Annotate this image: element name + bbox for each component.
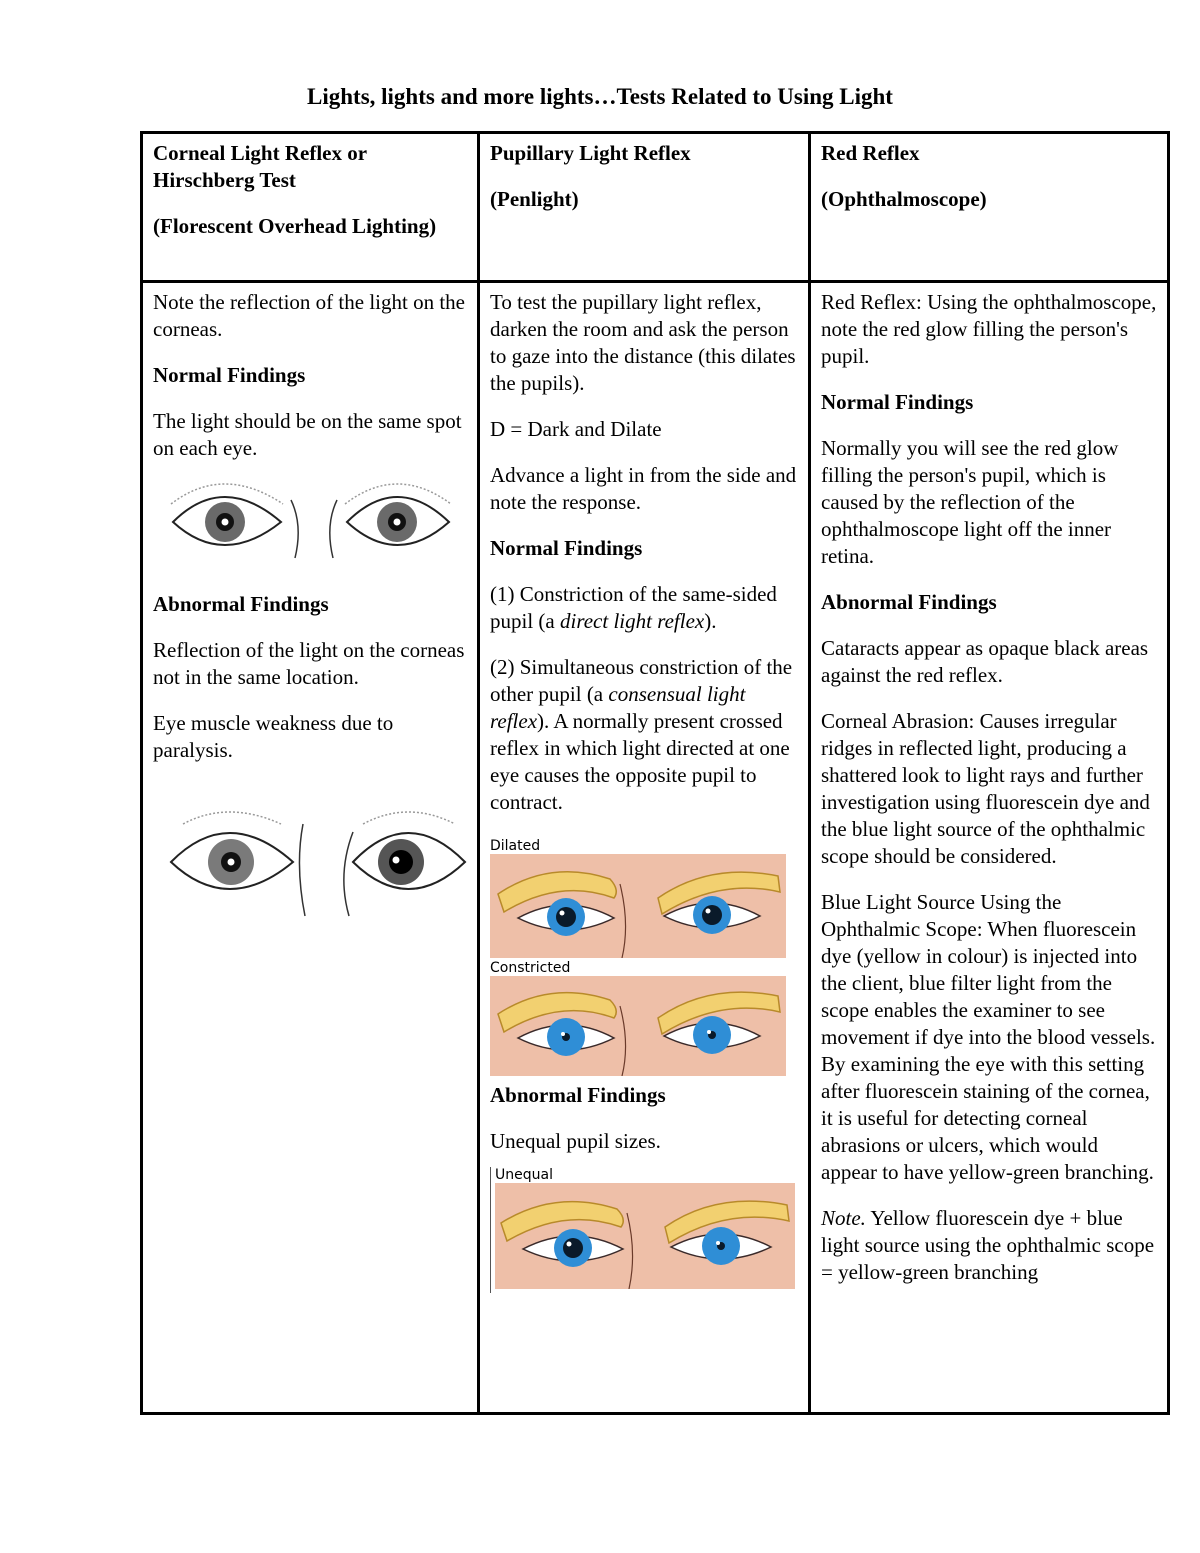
normal-eyes-illustration: [153, 470, 453, 570]
col2-advance: Advance a light in from the side and note the response.: [490, 463, 797, 514]
col1-abnormal-text-2: Eye muscle weakness due to paralysis.: [153, 711, 394, 762]
col3-cataracts: Cataracts appear as opaque black areas against the red reflex.: [821, 636, 1149, 687]
col3-blue-light: Blue Light Source Using the Ophthalmic Scope: When fluorescein dye (yellow in colour) is injected into the client, blue filter light from the scope enables the examiner to see movement if dye into the blood vessels. By examining the eye with this setting after fluorescein staining of the cornea, it is useful for detecting corneal abrasions or ulcers, which would appear to have yellow-green branching.: [821, 890, 1156, 1184]
finding2-end: ). A normally present crossed reflex in which light directed at one eye causes the opposite pupil to contract.: [490, 709, 790, 814]
content-row: [142, 282, 1169, 1414]
col2-subheading: (Penlight): [490, 187, 579, 211]
col1-abnormal-text-1: Reflection of the light on the corneas not in the same location.: [153, 638, 465, 689]
abnormal-eyes-illustration: [153, 804, 468, 924]
col3-abrasion: Corneal Abrasion: Causes irregular ridges in reflected light, producing a shattered look to light rays and further investigation using fluorescein dye and the blue light source of the ophthalmic scope should be considered.: [821, 709, 1150, 868]
dilated-label: Dilated: [490, 838, 541, 854]
col1-content-cell: [142, 282, 479, 1414]
finding2-term: consensual light reflex: [490, 682, 746, 733]
col2-intro: To test the pupillary light reflex, darken the room and ask the person to gaze into the distance (this dilates the pupils).: [490, 290, 796, 395]
col1-header-cell: [142, 133, 479, 282]
note-label: Note.: [821, 1206, 866, 1230]
finding2-text: (2) Simultaneous constriction of the other pupil (a: [490, 655, 793, 706]
finding1-term: direct light reflex: [559, 609, 705, 633]
col1-intro: Note the reflection of the light on the corneas.: [153, 290, 465, 341]
col2-content-cell: [479, 282, 810, 1414]
col3-normal-text: Normally you will see the red glow filling the person's pupil, which is caused by the reflection of the ophthalmoscope light off the inner retina.: [821, 436, 1119, 568]
constricted-label: Constricted: [490, 960, 571, 976]
unequal-eyes-image: [495, 1183, 795, 1289]
col2-mnemonic: D = Dark and Dilate: [490, 417, 662, 441]
page-title: Lights, lights and more lights…Tests Related to Using Light: [307, 84, 893, 109]
left-eye-abnormal: [171, 812, 293, 889]
col2-header-cell: [479, 133, 810, 282]
finding1-text: (1) Constriction of the same-sided pupil (a: [490, 582, 777, 633]
header-row: [142, 133, 1169, 282]
col2-finding-1: [490, 581, 798, 635]
tests-table: [140, 131, 1170, 1415]
finding1-end: ).: [704, 609, 717, 633]
note-text: Yellow fluorescein dye + blue light source using the ophthalmic scope = yellow-green branching: [821, 1206, 1155, 1284]
dilated-eyes-image: [490, 854, 786, 958]
col3-subheading: (Ophthalmoscope): [821, 187, 987, 211]
col1-normal-text: The light should be on the same spot on each eye.: [153, 409, 462, 460]
col3-note: [821, 1205, 1157, 1286]
col2-abnormal-text: Unequal pupil sizes.: [490, 1129, 661, 1153]
unequal-figure: [490, 1167, 798, 1293]
col2-abnormal-heading: Abnormal Findings: [490, 1083, 666, 1107]
col2-heading: Pupillary Light Reflex: [490, 141, 691, 165]
col3-abnormal-heading: Abnormal Findings: [821, 590, 997, 614]
left-eye-normal: [171, 484, 283, 545]
col3-intro: Red Reflex: Using the ophthalmoscope, note the red glow filling the person's pupil.: [821, 290, 1157, 368]
right-eye-abnormal: [353, 812, 465, 889]
col3-heading: Red Reflex: [821, 141, 920, 165]
col2-normal-heading: Normal Findings: [490, 536, 643, 560]
col1-heading: Corneal Light Reflex or Hirschberg Test: [153, 141, 367, 192]
col1-normal-heading: Normal Findings: [153, 363, 306, 387]
col1-abnormal-heading: Abnormal Findings: [153, 592, 329, 616]
col3-header-cell: [810, 133, 1169, 282]
col1-subheading: (Florescent Overhead Lighting): [153, 214, 437, 238]
col3-normal-heading: Normal Findings: [821, 390, 974, 414]
col2-finding-2: [490, 654, 798, 816]
right-eye-normal: [345, 484, 451, 545]
constricted-eyes-image: [490, 976, 786, 1076]
col3-content-cell: [810, 282, 1169, 1414]
unequal-label: Unequal: [495, 1167, 553, 1183]
